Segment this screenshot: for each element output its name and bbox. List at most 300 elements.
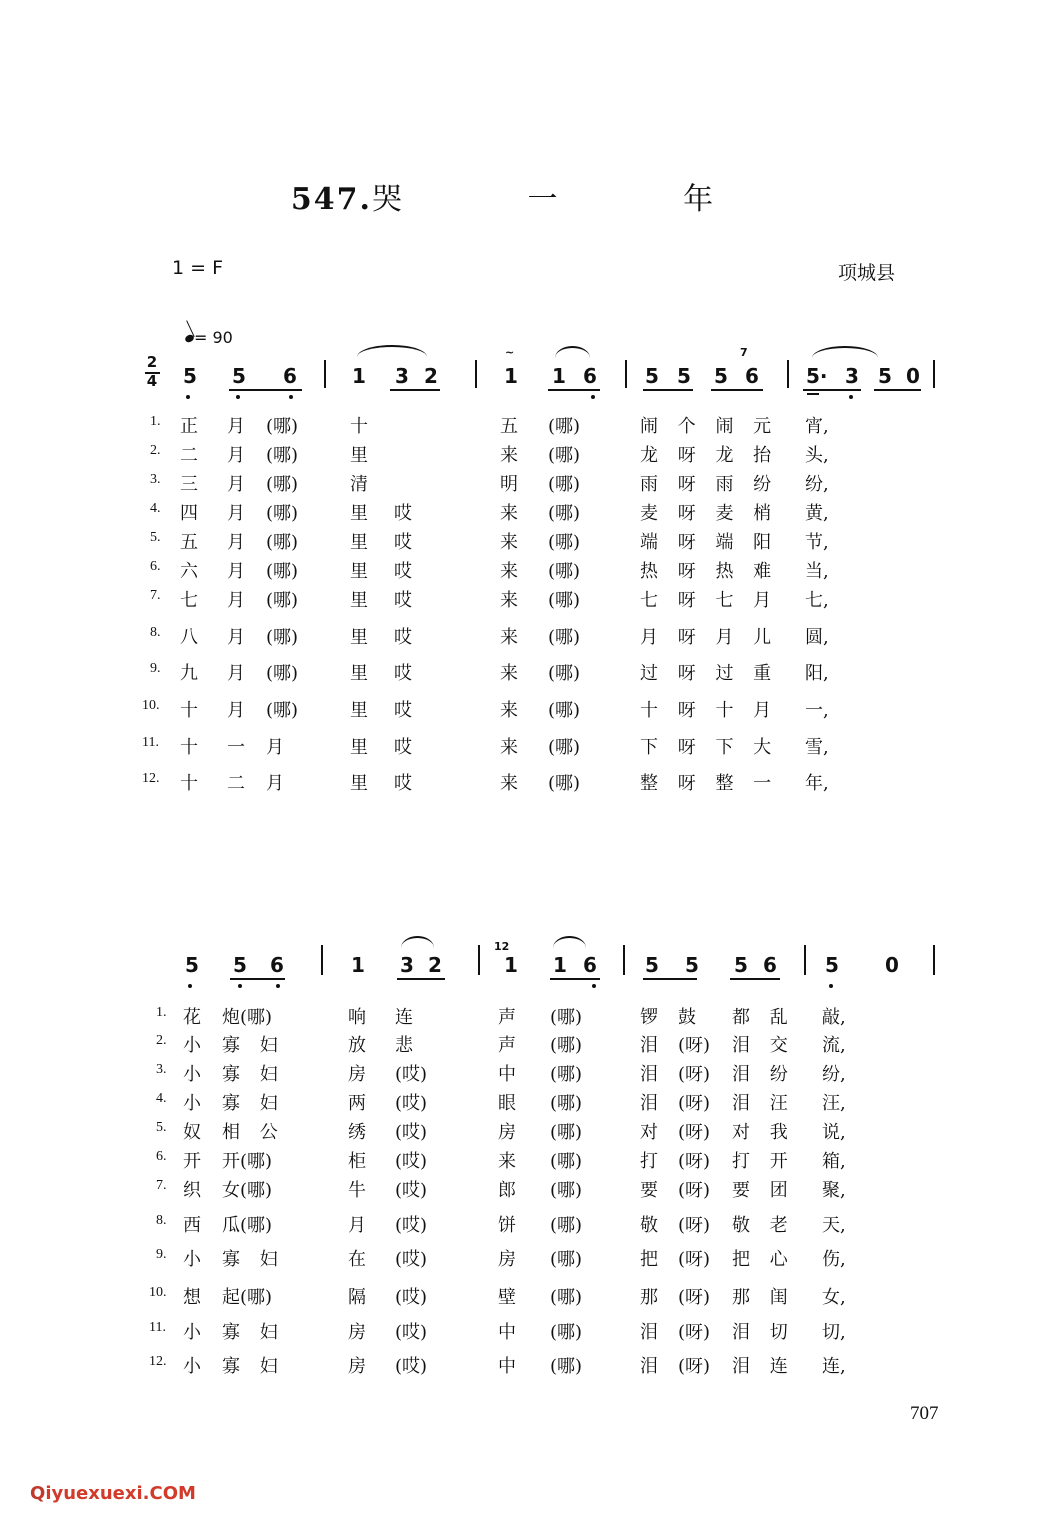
lyric-row	[0, 412, 1062, 438]
beam-line	[550, 978, 600, 980]
lyric-syllable: 里	[350, 773, 368, 794]
lyric-syllable: (呀)	[678, 1249, 711, 1270]
lyric-syllable: 把	[640, 1249, 658, 1270]
octave-dot	[236, 395, 240, 399]
lyric-syllable: 相 公	[222, 1122, 278, 1143]
lyric-syllable: 来	[500, 503, 518, 524]
lyric-syllable: (哪)	[548, 503, 581, 524]
time-sig-top: 2	[146, 353, 158, 371]
note: 1	[352, 364, 366, 388]
lyric-syllable: (哪)	[548, 561, 581, 582]
lyric-syllable: 月	[227, 590, 245, 611]
lyric-row	[0, 1176, 1062, 1202]
lyric-syllable: (哪)	[266, 561, 299, 582]
barline	[804, 945, 806, 975]
lyric-syllable: (哪)	[550, 1151, 583, 1172]
beam-line	[643, 978, 697, 980]
verse-number: 11.	[142, 735, 159, 750]
verse-number: 4.	[150, 501, 161, 516]
lyric-syllable: 哎	[394, 503, 412, 524]
lyric-syllable: 八	[180, 627, 198, 648]
note: 3	[395, 364, 409, 388]
verse-number: 5.	[156, 1120, 167, 1135]
lyric-syllable: 当,	[805, 561, 829, 582]
lyric-syllable: (呀)	[678, 1287, 711, 1308]
octave-dot	[276, 984, 280, 988]
grace-mark: 7	[740, 346, 748, 359]
note: 5	[685, 953, 699, 977]
lyric-syllable: 西	[183, 1215, 201, 1236]
lyric-syllable: 六	[180, 561, 198, 582]
lyric-syllable: 流,	[822, 1035, 846, 1056]
lyric-syllable: 一,	[805, 700, 829, 721]
lyric-row	[0, 1245, 1062, 1271]
lyric-syllable: 雪,	[805, 737, 829, 758]
lyric-syllable: 五	[500, 416, 518, 437]
verse-number: 2.	[156, 1033, 167, 1048]
note: 6	[270, 953, 284, 977]
lyric-syllable: (哪)	[550, 1064, 583, 1085]
lyric-syllable: (哪)	[548, 445, 581, 466]
lyric-syllable: 月	[227, 700, 245, 721]
grace-mark: 12	[494, 940, 510, 953]
lyric-syllable: 泪 切	[732, 1322, 788, 1343]
lyric-syllable: 敬	[640, 1215, 658, 1236]
lyric-syllable: 来	[500, 590, 518, 611]
lyric-syllable: 哎	[394, 590, 412, 611]
barline	[625, 360, 627, 388]
lyric-syllable: 来	[500, 663, 518, 684]
lyric-syllable: 泪 汪	[732, 1093, 788, 1114]
verse-number: 6.	[150, 559, 161, 574]
note: 1	[553, 953, 567, 977]
lyric-syllable: (呀)	[678, 1356, 711, 1377]
lyric-syllable: 两	[348, 1093, 366, 1114]
lyric-syllable: 七,	[805, 590, 829, 611]
lyric-syllable: 锣	[640, 1007, 658, 1028]
lyric-syllable: 把 心	[732, 1249, 788, 1270]
lyric-syllable: (呀)	[678, 1093, 711, 1114]
beam-line	[229, 389, 302, 391]
lyric-syllable: (哪)	[550, 1007, 583, 1028]
song-name: 哭 一 年	[372, 182, 772, 217]
octave-dot	[592, 984, 596, 988]
lyric-syllable: 十 呀 十 月	[640, 700, 772, 721]
lyric-syllable: 连,	[822, 1356, 846, 1377]
lyric-syllable: (哎)	[395, 1322, 428, 1343]
verse-number: 8.	[156, 1213, 167, 1228]
lyric-syllable: 哎	[394, 561, 412, 582]
song-number: 547.	[290, 182, 372, 217]
lyric-syllable: 寡 妇	[222, 1356, 278, 1377]
note: 2	[428, 953, 442, 977]
lyric-syllable: 敬 老	[732, 1215, 788, 1236]
lyric-syllable: 响	[348, 1007, 366, 1028]
lyric-row	[0, 733, 1062, 759]
lyric-syllable: 声	[498, 1035, 516, 1056]
lyric-syllable: 泪 连	[732, 1356, 788, 1377]
region-label: 项城县	[838, 262, 896, 284]
lyric-syllable: 十	[180, 773, 198, 794]
lyric-syllable: 一	[227, 737, 245, 758]
note: 5	[645, 364, 659, 388]
verse-number: 10.	[149, 1285, 167, 1300]
lyric-syllable: 纷,	[805, 474, 829, 495]
verse-number: 10.	[142, 698, 160, 713]
time-sig-bottom: 4	[146, 372, 158, 390]
barline	[787, 360, 789, 388]
lyric-syllable: (哎)	[395, 1151, 428, 1172]
lyric-row	[0, 1352, 1062, 1378]
lyric-syllable: (哪)	[550, 1322, 583, 1343]
lyric-syllable: (哪)	[266, 663, 299, 684]
note: 1	[552, 364, 566, 388]
lyric-syllable: 雨 呀 雨 纷	[640, 474, 772, 495]
lyric-syllable: 牛	[348, 1180, 366, 1201]
lyric-syllable: 眼	[498, 1093, 516, 1114]
lyric-syllable: 节,	[805, 532, 829, 553]
lyric-syllable: (呀)	[678, 1215, 711, 1236]
lyric-syllable: 打	[640, 1151, 658, 1172]
lyric-syllable: 来	[500, 445, 518, 466]
note: 6	[763, 953, 777, 977]
verse-number: 4.	[156, 1091, 167, 1106]
lyric-syllable: (呀)	[678, 1064, 711, 1085]
lyric-syllable: (哪)	[266, 474, 299, 495]
lyric-syllable: 起(哪)	[222, 1287, 273, 1308]
beam-line	[730, 978, 780, 980]
song-title	[0, 174, 1062, 218]
lyric-syllable: 月	[227, 627, 245, 648]
lyric-syllable: 月	[227, 532, 245, 553]
watermark-prefix: Q	[30, 1483, 46, 1504]
verse-number: 8.	[150, 625, 161, 640]
note: 5	[878, 364, 892, 388]
lyric-syllable: 说,	[822, 1122, 846, 1143]
verse-number: 7.	[150, 588, 161, 603]
beam-line	[807, 393, 819, 395]
lyric-syllable: 里	[350, 590, 368, 611]
lyric-syllable: 月	[227, 445, 245, 466]
lyric-syllable: (哪)	[548, 663, 581, 684]
key-signature: 1 = F	[172, 257, 224, 279]
lyric-syllable: (哎)	[395, 1287, 428, 1308]
lyric-row	[0, 1060, 1062, 1086]
lyric-syllable: 十	[180, 700, 198, 721]
beam-line	[390, 389, 440, 391]
lyric-syllable: 里	[350, 627, 368, 648]
watermark-text: iyuexuexi.COM	[45, 1483, 196, 1504]
lyric-syllable: 聚,	[822, 1180, 846, 1201]
note: 5	[645, 953, 659, 977]
lyric-syllable: 小	[183, 1064, 201, 1085]
note: 5	[233, 953, 247, 977]
lyric-syllable: (哪)	[548, 590, 581, 611]
lyric-syllable: 里	[350, 700, 368, 721]
lyric-syllable: 明	[500, 474, 518, 495]
lyric-syllable: 里	[350, 663, 368, 684]
octave-dot	[849, 395, 853, 399]
note: 5	[183, 364, 197, 388]
lyric-syllable: (哪)	[266, 627, 299, 648]
lyric-syllable: 四	[180, 503, 198, 524]
lyric-syllable: 声	[498, 1007, 516, 1028]
lyric-syllable: 月	[227, 474, 245, 495]
lyric-syllable: (呀)	[678, 1122, 711, 1143]
lyric-syllable: (哪)	[266, 590, 299, 611]
lyric-syllable: 开	[183, 1151, 201, 1172]
lyric-row	[0, 1118, 1062, 1144]
lyric-syllable: 寡 妇	[222, 1035, 278, 1056]
octave-dot	[186, 395, 190, 399]
lyric-syllable: 哎	[394, 663, 412, 684]
verse-number: 6.	[156, 1149, 167, 1164]
note: 5·	[806, 364, 828, 388]
lyric-syllable: (哎)	[395, 1093, 428, 1114]
lyric-syllable: 清	[350, 474, 368, 495]
note: 6	[583, 364, 597, 388]
lyric-syllable: 端 呀 端 阳	[640, 532, 772, 553]
tempo-value: = 90	[194, 328, 233, 347]
lyric-syllable: 炮(哪)	[222, 1007, 273, 1028]
lyric-syllable: 来	[500, 627, 518, 648]
lyric-syllable: 正	[180, 416, 198, 437]
lyric-syllable: 十	[180, 737, 198, 758]
barline	[623, 945, 625, 975]
lyric-syllable: 来	[500, 700, 518, 721]
beam-line	[643, 389, 693, 391]
note: 0	[906, 364, 920, 388]
lyric-row	[0, 528, 1062, 554]
lyric-syllable: 泪 纷	[732, 1064, 788, 1085]
lyric-syllable: 泪	[640, 1356, 658, 1377]
lyric-syllable: 中	[498, 1356, 516, 1377]
lyric-syllable: 闹 个 闹 元	[640, 416, 772, 437]
lyric-syllable: 九	[180, 663, 198, 684]
lyric-row	[0, 1318, 1062, 1344]
lyric-syllable: 麦 呀 麦 梢	[640, 503, 772, 524]
lyric-syllable: 那 闺	[732, 1287, 788, 1308]
verse-number: 3.	[156, 1062, 167, 1077]
lyric-syllable: 里	[350, 445, 368, 466]
beam-line	[548, 389, 600, 391]
lyric-syllable: 黄,	[805, 503, 829, 524]
note: 3	[845, 364, 859, 388]
lyric-syllable: 瓜(哪)	[222, 1215, 273, 1236]
slur-mark	[812, 346, 878, 358]
lyric-syllable: 里	[350, 503, 368, 524]
note: 6	[745, 364, 759, 388]
lyric-syllable: 泪	[640, 1064, 658, 1085]
lyric-syllable: 二	[227, 773, 245, 794]
lyric-syllable: 花	[183, 1007, 201, 1028]
lyric-syllable: 来	[500, 532, 518, 553]
octave-dot	[188, 984, 192, 988]
lyric-syllable: (哪)	[266, 532, 299, 553]
lyric-syllable: 小	[183, 1249, 201, 1270]
lyric-syllable: (哪)	[550, 1035, 583, 1056]
lyric-syllable: 饼	[498, 1215, 516, 1236]
lyric-syllable: 月 呀 月 儿	[640, 627, 772, 648]
lyric-syllable: 房	[348, 1356, 366, 1377]
lyric-syllable: 里	[350, 561, 368, 582]
lyric-syllable: 要 团	[732, 1180, 788, 1201]
lyric-syllable: 过 呀 过 重	[640, 663, 772, 684]
lyric-syllable: (哎)	[395, 1215, 428, 1236]
lyric-syllable: 绣	[348, 1122, 366, 1143]
note: 3	[400, 953, 414, 977]
lyric-row	[0, 1147, 1062, 1173]
lyric-syllable: (哪)	[550, 1122, 583, 1143]
lyric-syllable: 那	[640, 1287, 658, 1308]
lyric-syllable: 泪	[640, 1093, 658, 1114]
beam-line	[711, 389, 763, 391]
verse-number: 1.	[156, 1005, 167, 1020]
lyric-row	[0, 1003, 1062, 1029]
lyric-syllable: 来	[500, 737, 518, 758]
lyric-syllable: (哪)	[548, 532, 581, 553]
lyric-syllable: 寡 妇	[222, 1249, 278, 1270]
lyric-row	[0, 769, 1062, 795]
lyric-syllable: (哪)	[550, 1093, 583, 1114]
lyric-syllable: (哪)	[266, 700, 299, 721]
lyric-syllable: 敲,	[822, 1007, 846, 1028]
lyric-row	[0, 586, 1062, 612]
note: 1	[504, 364, 518, 388]
lyric-syllable: 中	[498, 1064, 516, 1085]
lyric-row	[0, 557, 1062, 583]
lyric-syllable: 整 呀 整 一	[640, 773, 772, 794]
barline	[321, 945, 323, 975]
lyric-syllable: 柜	[348, 1151, 366, 1172]
verse-number: 12.	[149, 1354, 167, 1369]
lyric-syllable: 泪 交	[732, 1035, 788, 1056]
lyric-syllable: 小	[183, 1093, 201, 1114]
verse-number: 3.	[150, 472, 161, 487]
lyric-syllable: 里	[350, 532, 368, 553]
slur-mark	[553, 936, 586, 948]
lyric-row	[0, 499, 1062, 525]
lyric-syllable: 连	[395, 1007, 413, 1028]
lyric-syllable: 汪,	[822, 1093, 846, 1114]
lyric-syllable: 哎	[394, 737, 412, 758]
lyric-syllable: 房	[348, 1322, 366, 1343]
lyric-row	[0, 623, 1062, 649]
verse-number: 1.	[150, 414, 161, 429]
lyric-syllable: 天,	[822, 1215, 846, 1236]
lyric-row	[0, 1089, 1062, 1115]
lyric-syllable: 开(哪)	[222, 1151, 273, 1172]
lyric-syllable: 放	[348, 1035, 366, 1056]
lyric-syllable: 女,	[822, 1287, 846, 1308]
lyric-syllable: 头,	[805, 445, 829, 466]
octave-dot	[829, 984, 833, 988]
lyric-syllable: (哪)	[550, 1180, 583, 1201]
lyric-syllable: 对 我	[732, 1122, 788, 1143]
lyric-syllable: (哎)	[395, 1180, 428, 1201]
lyric-syllable: 来	[500, 561, 518, 582]
lyric-syllable: 想	[183, 1287, 201, 1308]
lyric-syllable: 纷,	[822, 1064, 846, 1085]
slur-mark	[401, 936, 434, 948]
lyric-syllable: 阳,	[805, 663, 829, 684]
grace-mark: ~	[505, 346, 515, 359]
lyric-row	[0, 659, 1062, 685]
verse-number: 7.	[156, 1178, 167, 1193]
lyric-syllable: 小	[183, 1356, 201, 1377]
lyric-syllable: 悲	[395, 1035, 413, 1056]
lyric-syllable: 月	[227, 503, 245, 524]
note: 2	[424, 364, 438, 388]
slur-mark	[555, 346, 590, 358]
lyric-syllable: 十	[350, 416, 368, 437]
lyric-syllable: 月	[266, 773, 284, 794]
beam-line	[803, 389, 861, 391]
lyric-syllable: (哪)	[548, 773, 581, 794]
beam-line	[230, 978, 285, 980]
lyric-syllable: 伤,	[822, 1249, 846, 1270]
lyric-syllable: 小	[183, 1322, 201, 1343]
lyric-syllable: 哎	[394, 700, 412, 721]
lyric-syllable: 隔	[348, 1287, 366, 1308]
lyric-syllable: 哎	[394, 773, 412, 794]
lyric-syllable: 月	[348, 1215, 366, 1236]
lyric-syllable: 七	[180, 590, 198, 611]
lyric-syllable: (哎)	[395, 1064, 428, 1085]
lyric-syllable: (呀)	[678, 1322, 711, 1343]
lyric-syllable: 月	[227, 561, 245, 582]
lyric-syllable: 二	[180, 445, 198, 466]
note: 1	[351, 953, 365, 977]
beam-line	[874, 389, 921, 391]
lyric-syllable: 来	[500, 773, 518, 794]
lyric-syllable: (哪)	[266, 416, 299, 437]
lyric-syllable: 奴	[183, 1122, 201, 1143]
verse-number: 5.	[150, 530, 161, 545]
lyric-syllable: 哎	[394, 532, 412, 553]
lyric-syllable: (呀)	[678, 1151, 711, 1172]
lyric-syllable: 房	[498, 1249, 516, 1270]
lyric-syllable: 箱,	[822, 1151, 846, 1172]
lyric-syllable: 寡 妇	[222, 1064, 278, 1085]
lyric-syllable: 热 呀 热 难	[640, 561, 772, 582]
lyric-syllable: (哪)	[548, 627, 581, 648]
note: 5	[714, 364, 728, 388]
lyric-syllable: 织	[183, 1180, 201, 1201]
lyric-syllable: 哎	[394, 627, 412, 648]
barline	[933, 945, 935, 975]
barline	[478, 945, 480, 975]
barline	[933, 360, 935, 388]
lyric-syllable: (哎)	[395, 1356, 428, 1377]
tempo-marking	[185, 328, 233, 347]
lyric-syllable: (哪)	[550, 1287, 583, 1308]
lyric-syllable: 圆,	[805, 627, 829, 648]
note: 5	[185, 953, 199, 977]
lyric-syllable: 寡 妇	[222, 1322, 278, 1343]
lyric-syllable: 月	[227, 416, 245, 437]
lyric-syllable: 五	[180, 532, 198, 553]
lyric-syllable: 壁	[498, 1287, 516, 1308]
barline	[324, 360, 326, 388]
lyric-row	[0, 696, 1062, 722]
note: 6	[583, 953, 597, 977]
note: 5	[232, 364, 246, 388]
lyric-syllable: 月	[266, 737, 284, 758]
lyric-syllable: 都 乱	[732, 1007, 788, 1028]
lyric-syllable: (哪)	[548, 737, 581, 758]
lyric-syllable: (哪)	[550, 1249, 583, 1270]
